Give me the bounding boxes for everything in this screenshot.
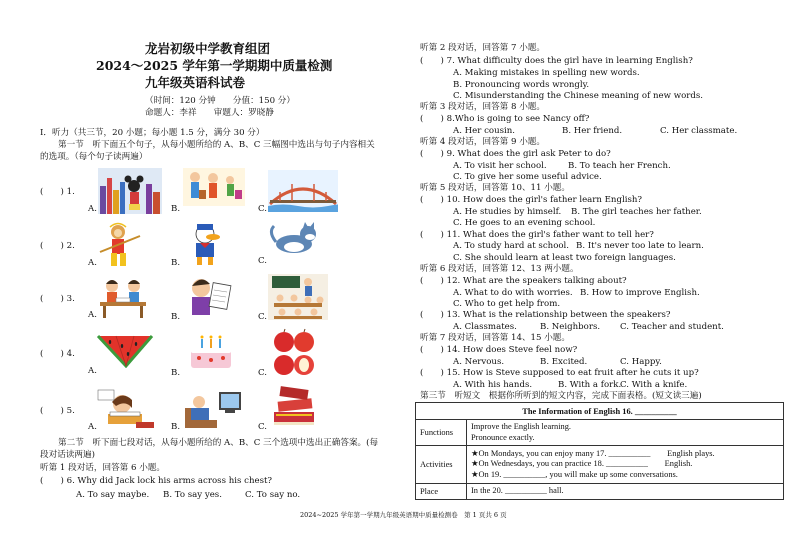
apples-picture xyxy=(270,328,318,378)
row-content xyxy=(467,420,784,446)
answer-option: B. The girl teaches her father. xyxy=(571,207,702,217)
part1-instruction-cont: 的选项。（每个句子读两遍） xyxy=(40,152,148,162)
answer-option: B. To teach her French. xyxy=(568,161,671,171)
table-row xyxy=(416,420,784,446)
school-name: 龙岩初级中学教育组团 xyxy=(145,41,271,56)
answer-option: C. Happy. xyxy=(620,357,662,367)
question-number: ( ) 1. xyxy=(40,187,75,197)
answer-option: C. He goes to an evening school. xyxy=(453,218,596,228)
table-row xyxy=(416,446,784,484)
row-content xyxy=(467,446,784,484)
answer-option: A. He studies by himself. xyxy=(453,207,562,217)
part2-instruction: 第二节 听下面七段对话，从每小题所给的 A、B、C 三个选项中选出正确答案。(每 xyxy=(58,438,379,448)
row-label: Functions xyxy=(416,420,467,446)
answer-option: B. With a fork. xyxy=(558,380,622,390)
question-stem: ( ) 11. What does the girl's father want to tell her? xyxy=(420,230,654,240)
dialogue-note: 听第 1 段对话，回答第 6 小题。 xyxy=(40,463,165,473)
answer-option: A. To study hard at school. xyxy=(453,241,570,251)
option-b: B. xyxy=(171,258,181,268)
answer-option: B. Pronouncing words wrongly. xyxy=(453,80,590,90)
answer-option: A. With his hands. xyxy=(453,380,533,390)
answer-option: C. She should learn at least two foreign languages. xyxy=(453,253,676,263)
answer-option: A. Classmates. xyxy=(453,322,517,332)
exam-term: 2024～2025 学年第一学期期中质量检测 xyxy=(96,58,333,73)
question-stem: ( ) 12. What are the speakers talking about? xyxy=(420,276,627,286)
cell-line: Improve the English learning. xyxy=(471,422,572,431)
question-stem: ( ) 10. How does the girl's father learn English? xyxy=(420,195,643,205)
dialogue-note: 听第 3 段对话，回答第 8 小题。 xyxy=(420,102,545,112)
option-a: A. xyxy=(88,422,97,432)
option-a: A. xyxy=(88,366,97,376)
cell-line: ★On Mondays, you can enjoy many 17. __________ English plays. xyxy=(471,448,715,458)
option-c: C. xyxy=(258,204,268,214)
answer-option: B. Her friend. xyxy=(562,126,623,136)
option-c: C. xyxy=(258,312,268,322)
bridge-picture xyxy=(268,170,338,212)
family-with-bags-picture xyxy=(183,168,245,206)
cell-line: ★On 19. __________, you will make up some conversations. xyxy=(471,469,678,479)
answer-option: C. To give her some useful advice. xyxy=(453,172,602,182)
answer-option: B. It's never too late to learn. xyxy=(576,241,704,251)
question-stem: ( ) 15. How is Steve supposed to eat fruit after he cuts it up? xyxy=(420,368,699,378)
part2-instruction-cont: 段对话读两遍) xyxy=(40,450,95,460)
answer-option: B. Excited. xyxy=(540,357,588,367)
option-c: C. xyxy=(258,422,268,432)
authors: 命题人：李祥 审题人：罗晓静 xyxy=(145,108,274,118)
dialogue-note: 听第 4 段对话，回答第 9 小题。 xyxy=(420,137,545,147)
question-stem: ( ) 7. What difficulty does the girl have in learning English? xyxy=(420,56,693,66)
tom-cat-picture xyxy=(268,222,320,258)
question-stem: ( ) 8.Who is going to see Nancy off? xyxy=(420,114,590,124)
answer-option: A. What to do with worries. xyxy=(453,288,573,298)
option-b: B. xyxy=(171,368,181,378)
exam-subject: 九年级英语科试卷 xyxy=(145,75,246,90)
table-title: The Information of English 16. __________ xyxy=(416,403,784,420)
donald-duck-picture xyxy=(183,222,227,268)
answer-option: A. Nervous. xyxy=(453,357,505,367)
option-b: B. xyxy=(171,422,181,432)
option-b: B. xyxy=(171,312,181,322)
answer-option: C. Her classmate. xyxy=(660,126,738,136)
question-stem: ( ) 13. What is the relationship between the speakers? xyxy=(420,310,671,320)
birthday-cake-picture xyxy=(183,330,239,372)
part3-instruction: 第三节 听短文 根据你所听到的短文内容，完成下面表格。(短文读三遍) xyxy=(420,391,702,401)
question-number: ( ) 4. xyxy=(40,349,75,359)
answer-option: C. To say no. xyxy=(245,490,301,500)
answer-option: B. To say yes. xyxy=(163,490,222,500)
answer-option: C. Misunderstanding the Chinese meaning of new words. xyxy=(453,91,703,101)
boy-reading-paper-picture xyxy=(183,274,235,318)
answer-option: A. To visit her school. xyxy=(453,161,547,171)
dialogue-note: 听第 6 段对话，回答第 12、13 两小题。 xyxy=(420,264,579,274)
information-table xyxy=(415,402,784,500)
dialogue-note: 听第 7 段对话，回答第 14、15 小题。 xyxy=(420,333,570,343)
section-title: Ⅰ．听力（共三节，20 小题；每小题 1.5 分，满分 30 分） xyxy=(40,128,265,138)
monkey-king-picture xyxy=(98,222,142,268)
answer-option: B. Neighbors. xyxy=(540,322,601,332)
time-score: （时间：120 分钟 分值：150 分） xyxy=(145,96,295,106)
option-c: C. xyxy=(258,368,268,378)
answer-option: B. How to improve English. xyxy=(580,288,700,298)
answer-option: C. Teacher and student. xyxy=(620,322,724,332)
question-stem: ( ) 6. Why did Jack lock his arms across his chest? xyxy=(40,476,273,486)
dialogue-note: 听第 2 段对话，回答第 7 小题。 xyxy=(420,43,545,53)
question-number: ( ) 5. xyxy=(40,406,75,416)
answer-option: A. To say maybe. xyxy=(76,490,150,500)
answer-option: A. Her cousin. xyxy=(453,126,516,136)
option-a: A. xyxy=(88,258,97,268)
question-stem: ( ) 14. How does Steve feel now? xyxy=(420,345,578,355)
classroom-picture xyxy=(268,274,328,320)
question-number: ( ) 3. xyxy=(40,294,75,304)
part1-instruction: 第一节 听下面五个句子，从每小题所给的 A、B、C 三幅图中选出与句子内容相关 xyxy=(58,140,375,150)
watermelon-picture xyxy=(96,332,154,368)
dialogue-note: 听第 5 段对话，回答第 10、11 小题。 xyxy=(420,183,570,193)
books-stack-picture xyxy=(268,384,320,428)
question-stem: ( ) 9. What does the girl ask Peter to do? xyxy=(420,149,611,159)
question-number: ( ) 2. xyxy=(40,241,75,251)
option-c: C. xyxy=(258,256,268,266)
row-label: Place xyxy=(416,484,467,500)
answer-option: C. With a knife. xyxy=(620,380,688,390)
answer-option: C. Who to get help from. xyxy=(453,299,561,309)
table-row xyxy=(416,484,784,500)
option-b: B. xyxy=(171,204,181,214)
row-label: Activities xyxy=(416,446,467,484)
page-footer: 2024~2025 学年第一学期九年级英语期中质量检测卷 第 1 页共 6 页 xyxy=(300,511,507,519)
cell-line: ★On Wednesdays, you can practice 18. __________ English. xyxy=(471,459,693,469)
cell-line: Pronounce exactly. xyxy=(471,432,535,442)
cell-line: In the 20. __________ hall. xyxy=(471,486,564,496)
answer-option: A. Making mistakes in spelling new words. xyxy=(453,68,640,78)
option-a: A. xyxy=(88,204,97,214)
row-content xyxy=(467,484,784,500)
girl-with-books-picture xyxy=(96,386,156,432)
city-skyline-picture xyxy=(98,168,162,214)
option-a: A. xyxy=(88,310,97,320)
man-watching-tv-picture xyxy=(183,384,245,434)
students-at-desk-picture xyxy=(98,276,148,318)
